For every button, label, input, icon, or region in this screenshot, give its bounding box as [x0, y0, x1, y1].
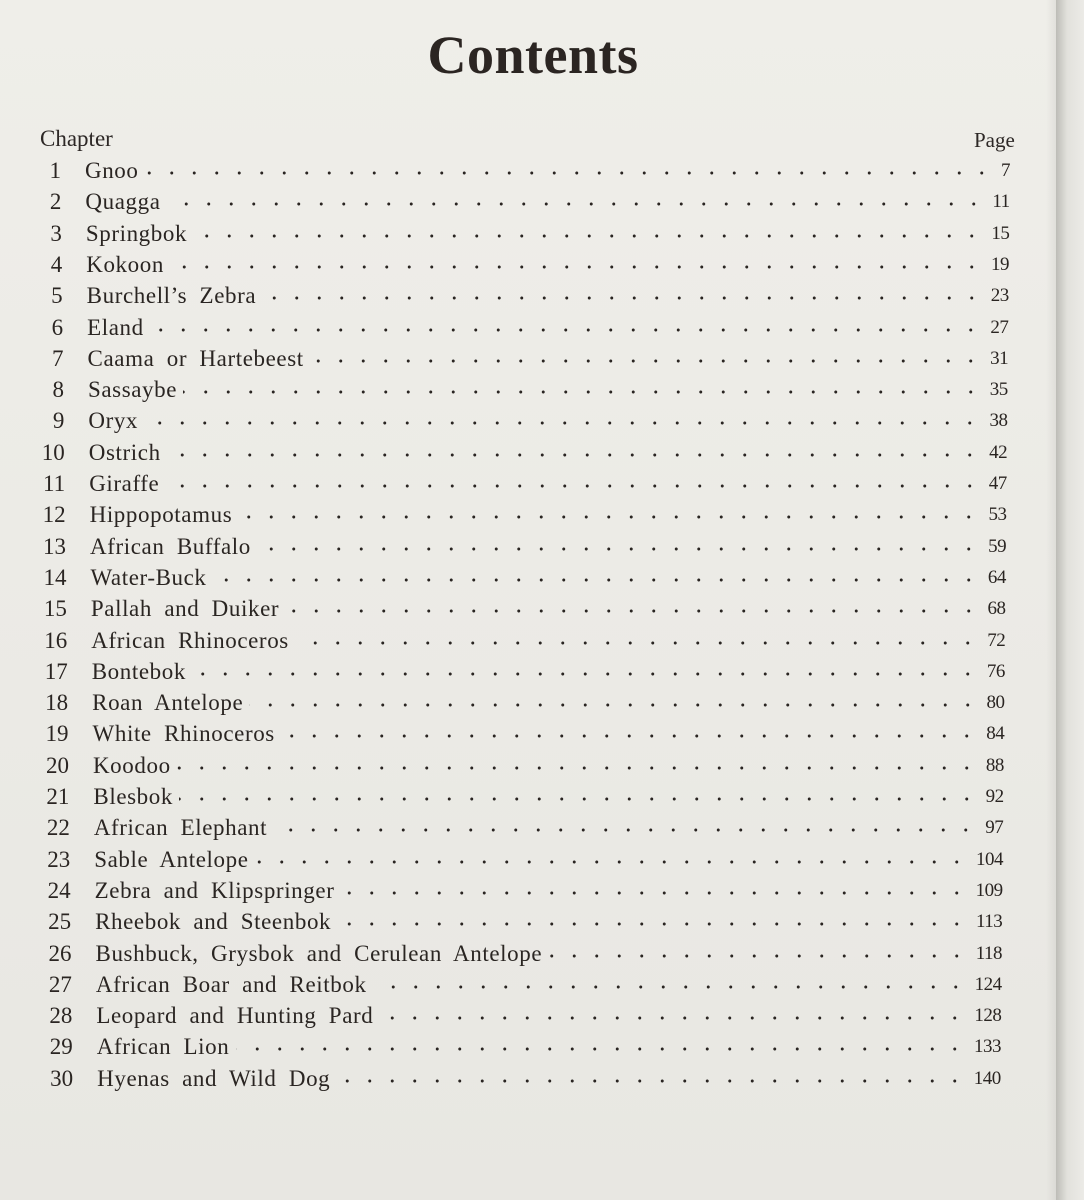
- dot-leader: [212, 573, 980, 587]
- toc-entry: [0, 815, 1040, 845]
- chapter-title: Water-Buck: [90, 564, 207, 590]
- page-number: 97: [985, 817, 1004, 839]
- dot-leader: [336, 1074, 966, 1088]
- chapter-title: Burchell’s Zebra: [86, 283, 257, 309]
- chapter-number: 16: [44, 627, 68, 653]
- page-number: 92: [985, 786, 1004, 807]
- chapter-title: Oryx: [88, 408, 139, 434]
- toc-entry: [0, 283, 1040, 313]
- page-number: 35: [989, 379, 1008, 401]
- page-number: 64: [987, 566, 1006, 588]
- chapter-number: 2: [49, 189, 62, 215]
- chapter-number: 19: [45, 721, 69, 747]
- chapter-number: 23: [47, 846, 71, 872]
- chapter-number: 26: [48, 940, 72, 966]
- chapter-title: Hyenas and Wild Dog: [97, 1065, 331, 1091]
- toc-entry: [0, 690, 1040, 720]
- toc-entry: [0, 408, 1040, 438]
- toc-entry: [0, 534, 1040, 564]
- toc-entry: [0, 221, 1040, 251]
- chapter-number: 28: [49, 1003, 73, 1029]
- chapter-title: Zebra and Klipspringer: [94, 877, 335, 903]
- toc-entry: [0, 972, 1040, 1002]
- page-number: 124: [974, 973, 1002, 995]
- dot-leader: [254, 855, 968, 869]
- chapter-number: 12: [42, 502, 66, 528]
- page-number: 19: [991, 253, 1010, 275]
- chapter-number: 6: [51, 314, 64, 340]
- chapter-title: Koodoo: [92, 752, 171, 778]
- dot-leader: [236, 1042, 966, 1056]
- chapter-number: 13: [43, 533, 67, 559]
- page-number: 72: [987, 629, 1006, 651]
- dot-leader: [341, 886, 968, 900]
- chapter-title: Ostrich: [88, 439, 161, 465]
- chapter-title: African Rhinoceros: [91, 627, 289, 653]
- chapter-title: Bontebok: [91, 658, 186, 684]
- page-gutter-shadow: [1056, 0, 1084, 1200]
- chapter-title: Giraffe: [89, 471, 160, 496]
- page-number: 80: [986, 692, 1005, 714]
- chapter-column-label: Chapter: [40, 126, 113, 151]
- chapter-number: 25: [48, 909, 72, 935]
- dot-leader: [145, 166, 993, 180]
- toc-entry: [0, 753, 1040, 783]
- chapter-title: African Buffalo: [90, 533, 251, 559]
- chapter-number: 11: [43, 471, 66, 496]
- page-number: 27: [990, 316, 1009, 338]
- chapter-title: Springbok: [85, 220, 188, 246]
- toc-entry: [0, 847, 1040, 877]
- page-number: 76: [986, 660, 1005, 682]
- dot-leader: [166, 197, 985, 211]
- chapter-number: 9: [52, 408, 65, 434]
- toc-entry: [0, 941, 1040, 971]
- chapter-title: Sable Antelope: [94, 846, 249, 872]
- page-number: 53: [988, 504, 1007, 526]
- page-number: 15: [991, 222, 1010, 244]
- chapter-number: 5: [51, 283, 63, 309]
- toc-entry: [0, 784, 1040, 814]
- toc-entry: [0, 252, 1040, 282]
- dot-leader: [239, 510, 980, 524]
- chapter-number: 24: [47, 877, 71, 903]
- dot-leader: [263, 291, 983, 305]
- dot-leader: [165, 479, 981, 493]
- page-number: 42: [989, 441, 1008, 463]
- page-number: 140: [973, 1067, 1001, 1089]
- chapter-title: African Boar and Reitbok: [95, 971, 367, 997]
- page-number: 104: [975, 848, 1003, 870]
- chapter-title: Quagga: [85, 189, 161, 215]
- chapter-number: 29: [49, 1034, 73, 1060]
- toc-entry: [0, 471, 1040, 501]
- chapter-number: 17: [44, 658, 68, 684]
- chapter-number: 27: [48, 971, 72, 997]
- dot-leader: [257, 542, 980, 556]
- chapter-number: 20: [45, 752, 69, 778]
- page-number: 11: [992, 191, 1010, 213]
- chapter-title: Kokoon: [86, 251, 164, 277]
- chapter-title: Bushbuck, Grysbok and Cerulean Antelope: [95, 940, 543, 966]
- toc-entry: [0, 909, 1040, 939]
- chapter-number: 3: [50, 220, 62, 246]
- dot-leader: [310, 354, 982, 368]
- dot-leader: [192, 667, 979, 681]
- chapter-title: White Rhinoceros: [92, 721, 275, 747]
- toc-entry: [0, 440, 1040, 470]
- chapter-number: 1: [49, 158, 61, 183]
- chapter-title: African Elephant: [93, 815, 268, 841]
- chapter-number: 18: [45, 690, 69, 716]
- toc-entry: [0, 158, 1040, 188]
- dot-leader: [379, 1011, 966, 1025]
- page-number: 31: [990, 347, 1009, 369]
- toc-entry: [0, 1066, 1040, 1096]
- toc-entry: [0, 315, 1040, 345]
- toc-entry: [0, 628, 1040, 658]
- chapter-title: African Lion: [96, 1034, 230, 1060]
- page-column-label: Page: [974, 128, 1015, 152]
- chapter-number: 30: [50, 1065, 74, 1091]
- chapter-title: Blesbok: [93, 784, 173, 809]
- page-number: 68: [987, 598, 1006, 620]
- chapter-number: 8: [52, 377, 64, 403]
- toc-entry: [0, 1034, 1040, 1064]
- page-number: 113: [976, 911, 1003, 933]
- chapter-number: 21: [46, 784, 70, 809]
- chapter-title: Gnoo: [85, 158, 139, 183]
- chapter-title: Roan Antelope: [92, 690, 244, 716]
- page-number: 133: [974, 1036, 1002, 1058]
- dot-leader: [295, 636, 979, 650]
- chapter-number: 22: [46, 815, 70, 841]
- dot-leader: [337, 917, 968, 931]
- chapter-title: Caama or Hartebeest: [87, 345, 304, 371]
- toc-entry: [0, 596, 1040, 626]
- dot-leader: [177, 761, 978, 775]
- toc-entry: [0, 878, 1040, 908]
- dot-leader: [179, 792, 978, 806]
- page-number: 88: [985, 754, 1004, 776]
- page-number: 38: [989, 410, 1008, 432]
- dot-leader: [170, 260, 983, 274]
- toc-entry: [0, 565, 1040, 595]
- chapter-title: Rheebok and Steenbok: [95, 909, 332, 935]
- toc-entry: [0, 377, 1040, 407]
- dot-leader: [144, 416, 981, 430]
- dot-leader: [193, 229, 983, 243]
- page-number: 59: [988, 535, 1007, 557]
- toc-entry: [0, 721, 1040, 751]
- page-title: Contents: [427, 25, 639, 85]
- chapter-number: 10: [41, 439, 65, 465]
- chapter-title: Leopard and Hunting Pard: [96, 1003, 374, 1029]
- dot-leader: [273, 823, 977, 837]
- toc-entry: [0, 502, 1040, 532]
- dot-leader: [183, 385, 982, 399]
- chapter-title: Pallah and Duiker: [90, 596, 280, 622]
- dot-leader: [249, 698, 979, 712]
- toc-entry: [0, 659, 1040, 689]
- page-number: 7: [1001, 160, 1010, 181]
- toc-entry: [0, 346, 1040, 376]
- chapter-title: Eland: [87, 314, 144, 340]
- chapter-number: 7: [52, 345, 64, 371]
- chapter-title: Sassaybe: [87, 377, 178, 403]
- page-number: 128: [974, 1005, 1002, 1027]
- chapter-number: 4: [50, 251, 63, 277]
- dot-leader: [150, 323, 982, 337]
- chapter-number: 14: [43, 564, 67, 590]
- page-number: 47: [988, 473, 1007, 494]
- dot-leader: [549, 949, 968, 963]
- page-number: 118: [975, 942, 1002, 964]
- chapter-title: Hippopotamus: [89, 502, 233, 528]
- dot-leader: [373, 980, 967, 994]
- page-number: 84: [986, 723, 1005, 745]
- toc-entry: [0, 189, 1040, 219]
- dot-leader: [285, 604, 980, 618]
- chapter-number: 15: [43, 596, 67, 622]
- dot-leader: [167, 448, 981, 462]
- dot-leader: [281, 729, 978, 743]
- page-number: 109: [975, 879, 1003, 901]
- page-number: 23: [990, 285, 1009, 307]
- toc-entry: [0, 1003, 1040, 1033]
